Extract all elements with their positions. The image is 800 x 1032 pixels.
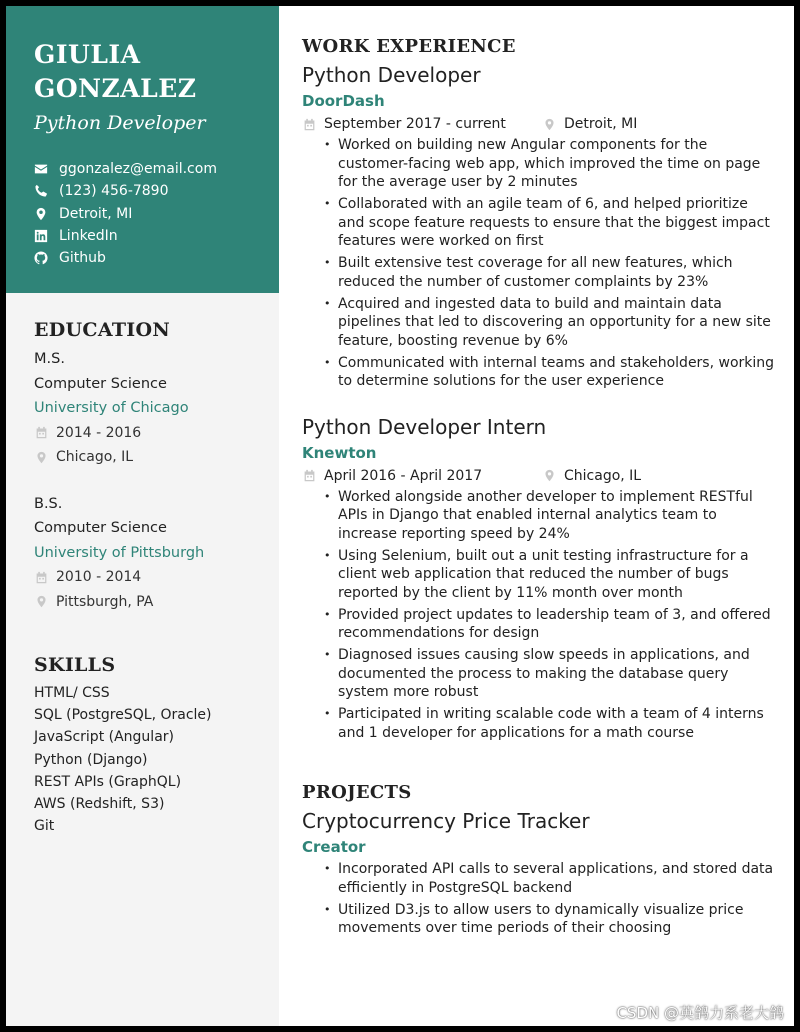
- education-title: EDUCATION: [34, 319, 170, 341]
- contact-phone[interactable]: [34, 180, 265, 202]
- projects-title: PROJECTS: [302, 782, 412, 803]
- job-meta: [302, 113, 778, 135]
- skill-item: Git: [34, 818, 55, 835]
- map-pin-icon: [542, 117, 556, 131]
- bullet-item: • Participated in writing scalable code with a team of 4 interns and 1 developer for applications for a math course: [324, 705, 778, 742]
- education-years-text: 2014 - 2016: [56, 424, 142, 441]
- github-icon: [34, 251, 48, 265]
- job-dates: [302, 465, 542, 487]
- contact-list: [34, 158, 265, 269]
- skill-item: AWS (Redshift, S3): [34, 796, 165, 813]
- education-degree: B.S.: [34, 495, 63, 512]
- job-company: DoorDash: [302, 92, 385, 110]
- phone-icon: [34, 184, 48, 198]
- job-dates-text: April 2016 - April 2017: [324, 467, 483, 484]
- bullet-item: • Built extensive test coverage for all new features, which reduced the number of customer complaints by 23%: [324, 254, 778, 291]
- contact-location: [34, 203, 265, 225]
- job-location-text: Chicago, IL: [564, 467, 642, 484]
- job-dates-text: September 2017 - current: [324, 116, 506, 132]
- projects-section: [302, 782, 778, 938]
- skills-section: [6, 654, 279, 837]
- watermark: CSDN @英鸽力系老大鸽: [616, 1004, 784, 1022]
- bullet-item: • Communicated with internal teams and stakeholders, working to determine solutions for the user experience: [324, 354, 778, 391]
- education-location: [34, 445, 265, 470]
- bullet-item: • Incorporated API calls to several applications, and stored data efficiently in PostgreSQL backend: [324, 860, 778, 897]
- job-bullets: [302, 136, 778, 391]
- map-pin-icon: [542, 469, 556, 483]
- skill-item: REST APIs (GraphQL): [34, 773, 182, 790]
- education-item: [34, 347, 265, 470]
- education-degree: M.S.: [34, 351, 65, 367]
- education-item: [34, 492, 265, 615]
- map-pin-icon: [34, 595, 48, 609]
- job-entry: [302, 413, 778, 743]
- calendar-icon: [34, 426, 48, 440]
- job-title: Python Developer Intern: [302, 414, 547, 439]
- bullet-item: • Utilized D3.js to allow users to dynamically visualize price movements over time periods of their choosing: [324, 901, 778, 938]
- contact-linkedin[interactable]: [34, 225, 265, 247]
- main-column: [302, 6, 778, 941]
- contact-email-text: ggonzalez@email.com: [59, 161, 217, 177]
- calendar-icon: [34, 570, 48, 584]
- name-first: GIULIA: [34, 40, 141, 69]
- project-title: Cryptocurrency Price Tracker: [302, 809, 590, 833]
- job-meta: [302, 465, 778, 487]
- envelope-icon: [34, 162, 48, 176]
- job-company: Knewton: [302, 443, 377, 462]
- skill-item: HTML/ CSS: [34, 685, 110, 701]
- education-years-text: 2010 - 2014: [56, 569, 142, 585]
- bullet-item: • Collaborated with an agile team of 6, and helped prioritize and scope feature requests to ensure that the biggest impact features were worked on first: [324, 195, 778, 251]
- calendar-icon: [302, 117, 316, 131]
- job-dates: [302, 113, 542, 135]
- education-school: University of Chicago: [34, 400, 189, 416]
- skill-item: SQL (PostgreSQL, Oracle): [34, 707, 212, 724]
- header-block: [6, 6, 279, 293]
- bullet-item: • Using Selenium, built out a unit testing infrastructure for a client web application that reduced the number of bugs reported by the client by 11% month over month: [324, 547, 778, 603]
- contact-github[interactable]: [34, 247, 265, 269]
- education-school: University of Pittsburgh: [34, 544, 205, 561]
- calendar-icon: [302, 469, 316, 483]
- candidate-role: Python Developer: [34, 112, 206, 134]
- skill-item: JavaScript (Angular): [34, 729, 174, 746]
- linkedin-icon: [34, 229, 48, 243]
- education-years: [34, 565, 265, 590]
- education-section: [6, 319, 279, 614]
- job-bullets: [302, 488, 778, 743]
- resume-page: [6, 6, 794, 1026]
- bullet-item: • Provided project updates to leadership team of 3, and offered recommendations for design: [324, 606, 778, 643]
- bullet-item: • Worked on building new Angular components for the customer-facing web app, which improved the time on page for the average user by 2 minutes: [324, 136, 778, 192]
- skill-item: Python (Django): [34, 751, 148, 768]
- contact-email[interactable]: [34, 158, 265, 180]
- bullet-item: • Worked alongside another developer to implement RESTful APIs in Django that enabled internal analytics team to increase reporting speed by 24%: [324, 488, 778, 544]
- project-bullets: [302, 860, 778, 938]
- education-location-text: Pittsburgh, PA: [56, 593, 154, 610]
- contact-linkedin-text: LinkedIn: [59, 227, 118, 244]
- job-location-text: Detroit, MI: [564, 116, 638, 132]
- map-pin-icon: [34, 207, 48, 221]
- education-field: Computer Science: [34, 520, 167, 536]
- project-role: Creator: [302, 838, 366, 856]
- education-location: [34, 590, 265, 615]
- job-entry: [302, 61, 778, 391]
- contact-github-text: Github: [59, 250, 106, 267]
- bullet-item: • Acquired and ingested data to build and maintain data pipelines that led to discovering an opportunity for a new site feature, boosting revenue by 6%: [324, 295, 778, 351]
- candidate-name: [34, 38, 265, 106]
- skills-title: SKILLS: [34, 654, 116, 676]
- education-location-text: Chicago, IL: [56, 449, 134, 465]
- education-years: [34, 421, 265, 446]
- contact-location-text: Detroit, MI: [59, 205, 133, 222]
- job-location: [542, 465, 641, 487]
- education-field: Computer Science: [34, 375, 167, 392]
- bullet-item: • Diagnosed issues causing slow speeds in applications, and documented the process to making the database query system more robust: [324, 646, 778, 702]
- contact-phone-text: (123) 456-7890: [59, 183, 169, 200]
- work-title: WORK EXPERIENCE: [302, 36, 516, 57]
- name-last: GONZALEZ: [34, 74, 197, 103]
- map-pin-icon: [34, 450, 48, 464]
- work-section: [302, 36, 778, 742]
- job-location: [542, 113, 637, 135]
- project-entry: [302, 807, 778, 938]
- sidebar: [6, 6, 279, 1026]
- job-title: Python Developer: [302, 63, 481, 87]
